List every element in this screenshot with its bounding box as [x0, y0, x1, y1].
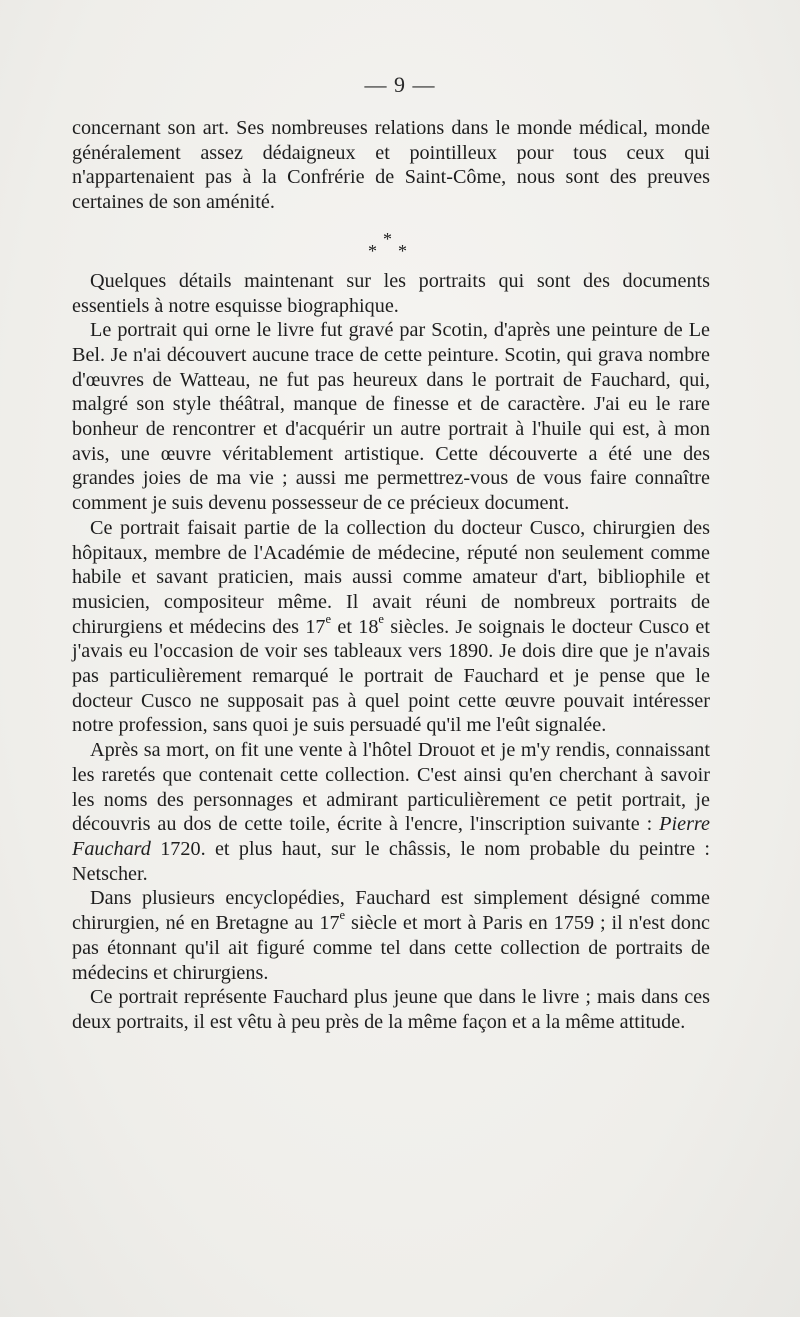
paragraph-continued: concernant son art. Ses nombreuses relations dans le monde médical, monde généralement assez dédaigneux et pointilleux pour tous ceux qui n'appartenaient pas à la Confrérie de Saint-Côme, nous sont des preuves certaines de son aménité. [72, 117, 710, 214]
inscription-name: Pierre Fauchard [72, 813, 710, 860]
paragraph [72, 886, 710, 985]
text-run: siècle et mort à Paris en 1759 ; il n'est donc pas étonnant qu'il ait figuré comme tel dans cette collection de portraits de médecins et chirurgiens. [72, 912, 711, 984]
text-run: 1720. et plus haut, sur le châssis, le nom probable du peintre : Netscher. [72, 837, 710, 885]
text-run: siècles. Je soignais le docteur Cusco et j'avais eu l'occasion de voir ses tableaux vers 1890. Je dois dire que je n'avais pas particulièrement remarqué le portrait de Fauchard et je pense que le docteur Cusco ne supposait pas à quel point cette œuvre pouvait intéresser notre profession, sans quoi je suis persuadé qu'il me l'eût signalée. [72, 615, 710, 737]
text-run: et [331, 615, 359, 638]
text-run: Dans plusieurs encyclopédies, Fauchard est simplement désigné comme chirurgien, né en Bretagne au [72, 887, 710, 935]
text-run: Ce portrait faisait partie de la collection du docteur Cusco, chirurgien des hôpitaux, membre de l'Académie de médecine, réputé non seulement comme habile et savant praticien, mais aussi comme amateur d'art, bibliophile et musicien, compositeur même. Il avait réuni de nombreux portraits de chirurgiens et médecins des [72, 516, 710, 638]
century-number: 18 [358, 615, 379, 638]
page-number: — 9 — [364, 72, 436, 97]
ordinal-superscript: e [378, 612, 384, 627]
ordinal-superscript: e [325, 612, 332, 627]
century-number: 17 [305, 615, 326, 638]
ordinal-superscript: e [339, 908, 346, 923]
section-break-asterism [72, 215, 710, 269]
asterism-star: * [368, 240, 377, 261]
paragraph: Le portrait qui orne le livre fut gravé par Scotin, d'après une peinture de Le Bel. Je n'ai découvert aucune trace de cette peinture. Scotin, qui grava nombre d'œuvres de Watteau, ne fut pas heureux dans le portrait de Fauchard, qui, malgré son style théâtral, manque de finesse et de caractère. J'ai eu le rare bonheur de rencontrer et d'acquérir un autre portrait à l'huile qui est, à mon avis, une œuvre véritablement artistique. Cette découverte a été une des grandes joies de ma vie ; aussi me permettrez-vous de vous faire connaître comment je suis devenu possesseur de ce précieux document. [72, 319, 710, 515]
paragraph: Quelques détails maintenant sur les portraits qui sont des documents essentiels à notre esquisse biographique. [72, 269, 710, 317]
asterism-star: * [398, 240, 407, 261]
text-run: Après sa mort, on fit une vente à l'hôtel Drouot et je m'y rendis, connaissant les raretés que contenait cette collection. C'est ainsi qu'en cherchant à savoir les noms des personnages et admirant particulièrement ce petit portrait, je découvris au dos de cette toile, écrite à l'encre, l'inscription suivante : [72, 739, 710, 836]
century-number: 17 [319, 912, 340, 935]
paragraph [72, 738, 710, 886]
paragraph [72, 516, 710, 738]
body-text [72, 116, 710, 1035]
asterism-star: * [383, 228, 392, 249]
paragraph: Ce portrait représente Fauchard plus jeune que dans le livre ; mais dans ces deux portraits, il est vêtu à peu près de la même façon et a la même attitude. [72, 986, 710, 1033]
